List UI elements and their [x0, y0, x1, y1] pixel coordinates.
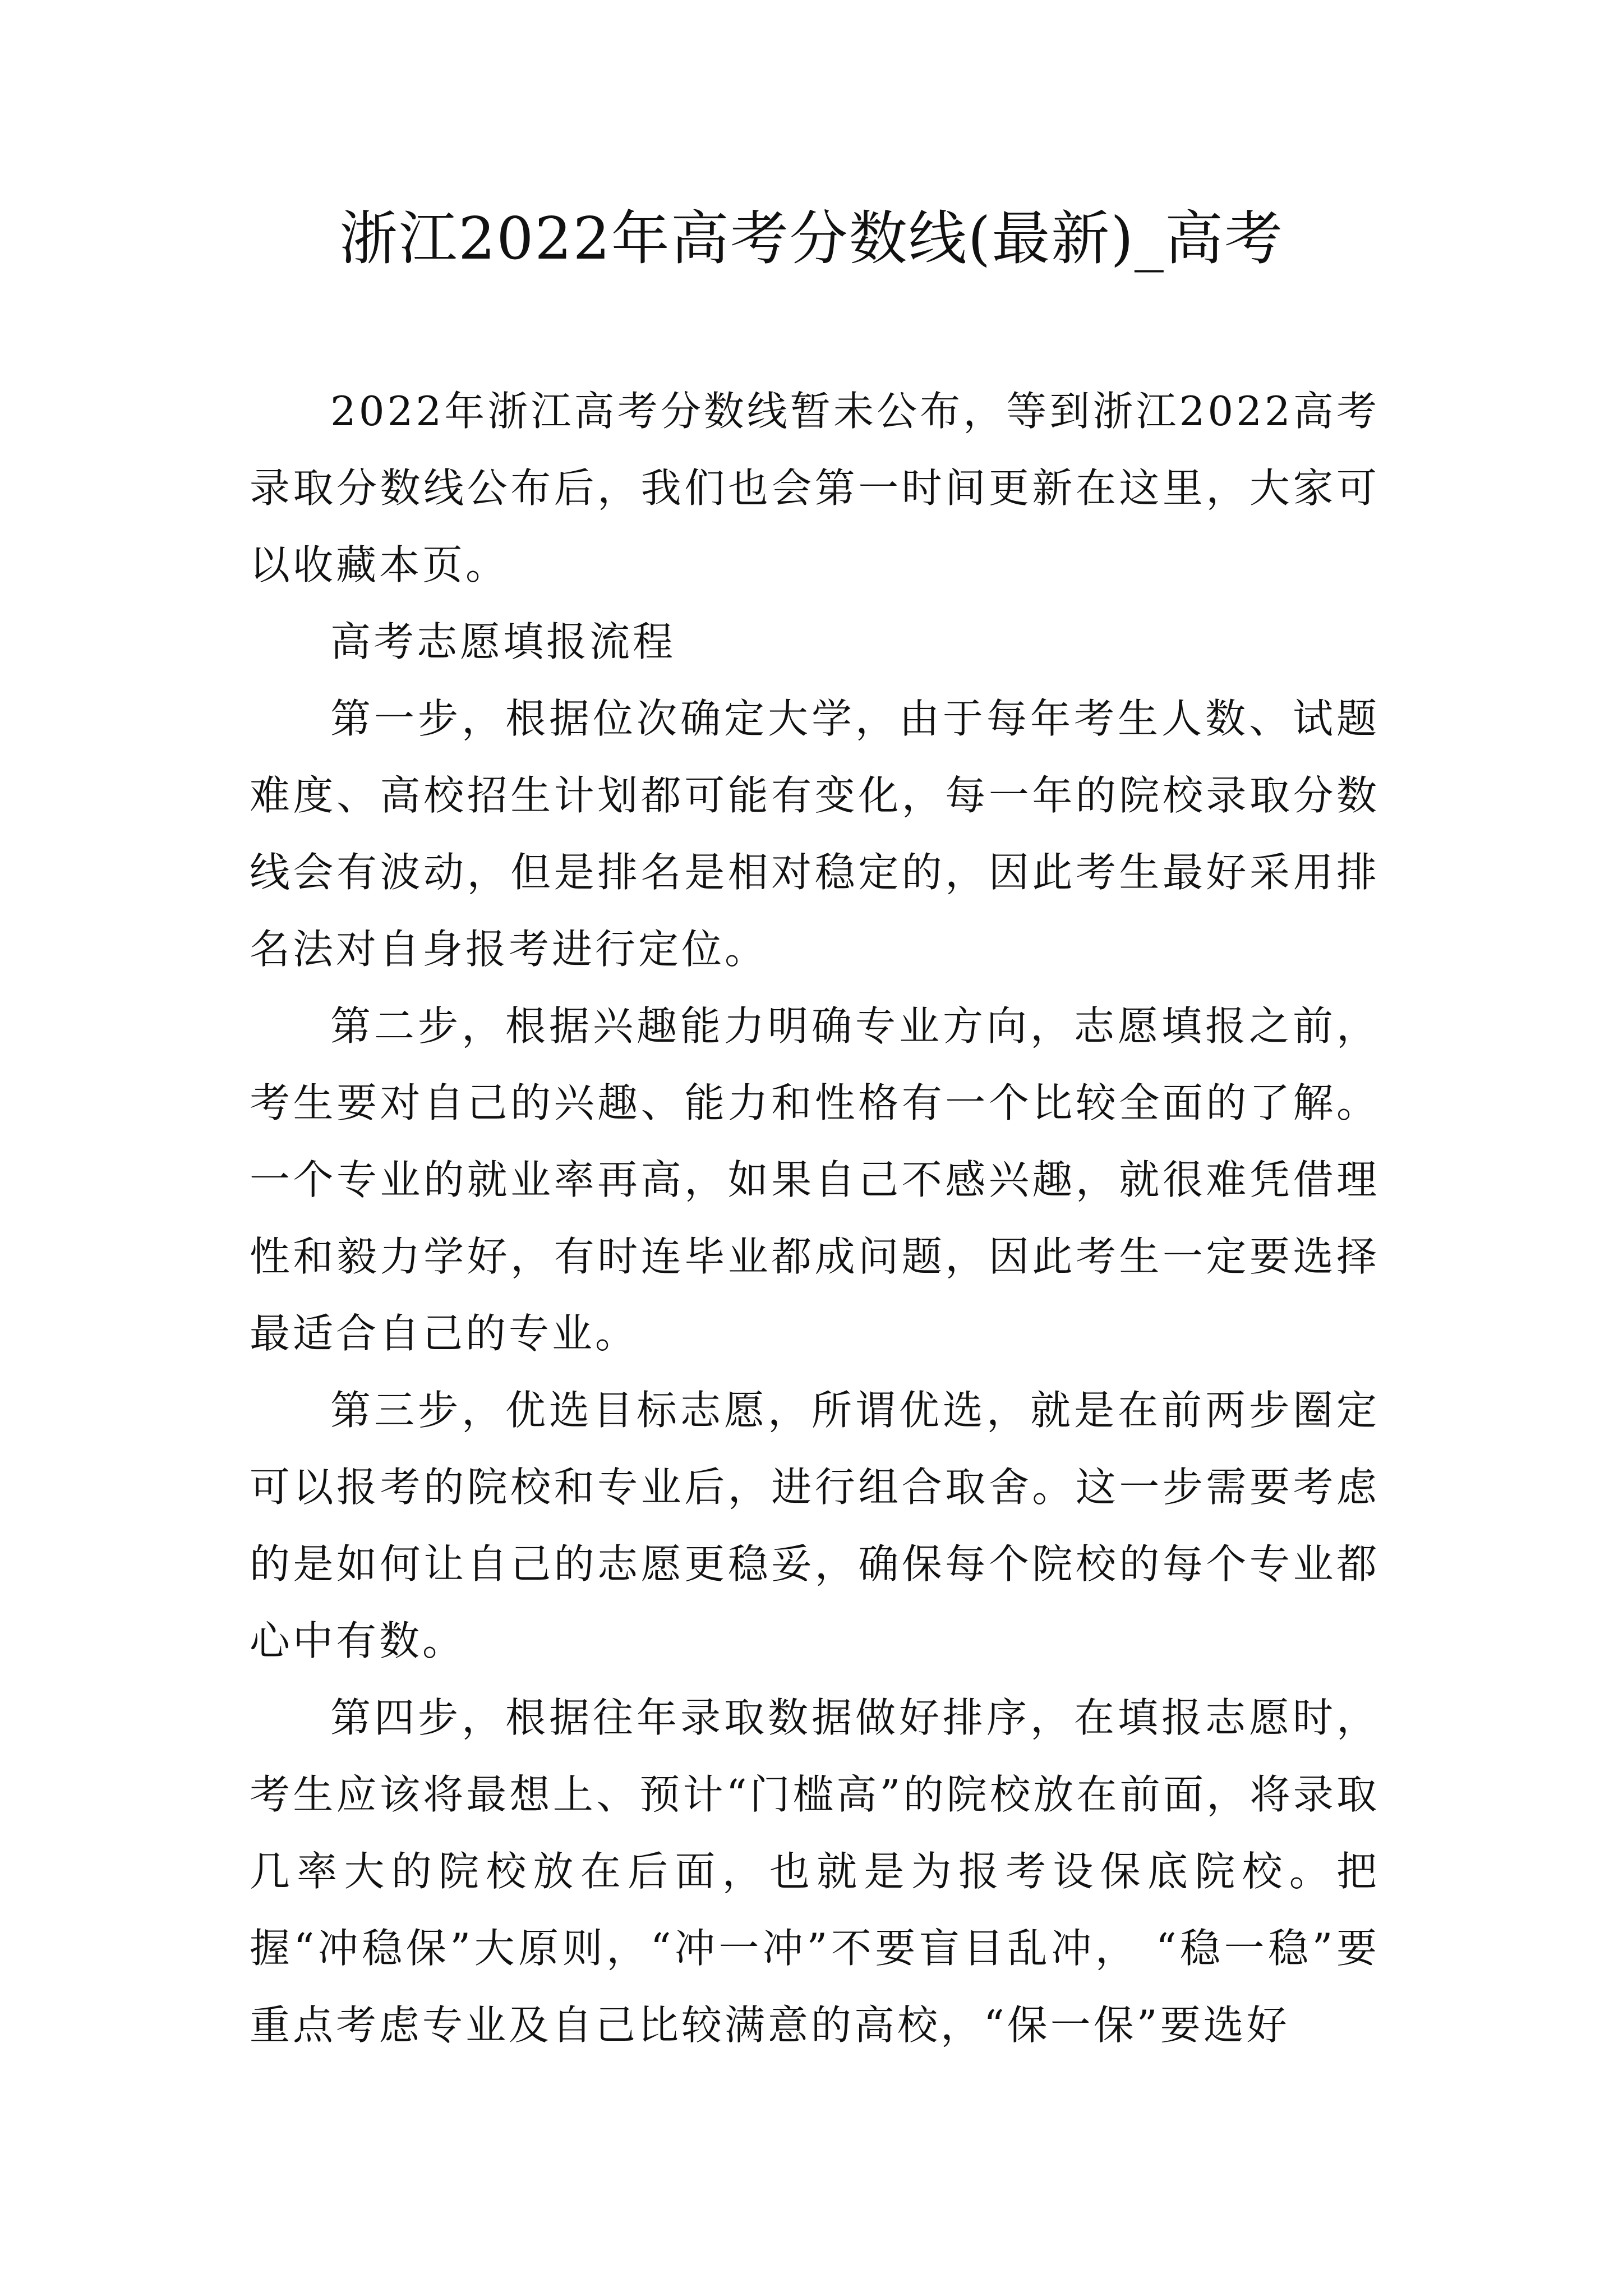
document-body — [250, 373, 1380, 2064]
paragraph-step-one: 第一步，根据位次确定大学，由于每年考生人数、试题难度、高校招生计划都可能有变化，每一年的院校录取分数线会有波动，但是排名是相对稳定的，因此考生最好采用排名法对自身报考进行定位。 — [250, 695, 1380, 973]
paragraph-step-three: 第三步，优选目标志愿，所谓优选，就是在前两步圈定可以报考的院校和专业后，进行组合取舍。这一步需要考虑的是如何让自己的志愿更稳妥，确保每个院校的每个专业都心中有数。 — [250, 1387, 1380, 1664]
paragraph-step-two: 第二步，根据兴趣能力明确专业方向，志愿填报之前，考生要对自己的兴趣、能力和性格有一个比较全面的了解。一个专业的就业率再高，如果自己不感兴趣，就很难凭借理性和毅力学好，有时连毕业都成问题，因此考生一定要选择最适合自己的专业。 — [250, 1002, 1380, 1357]
document-title: 浙江2022年高考分数线(最新)_高考 — [339, 204, 1284, 273]
paragraph-step-four: 第四步，根据往年录取数据做好排序，在填报志愿时，考生应该将最想上、预计“门槛高”的院校放在前面，将录取几率大的院校放在后面，也就是为报考设保底院校。把握“冲稳保”大原则，“冲一冲”不要盲目乱冲， “稳一稳”要重点考虑专业及自己比较满意的高校，“保一保”要选好 — [250, 1694, 1380, 2049]
paragraph-section-heading: 高考志愿填报流程 — [330, 618, 676, 665]
paragraph-intro: 2022年浙江高考分数线暂未公布，等到浙江2022高考录取分数线公布后，我们也会第一时间更新在这里，大家可以收藏本页。 — [250, 388, 1380, 588]
